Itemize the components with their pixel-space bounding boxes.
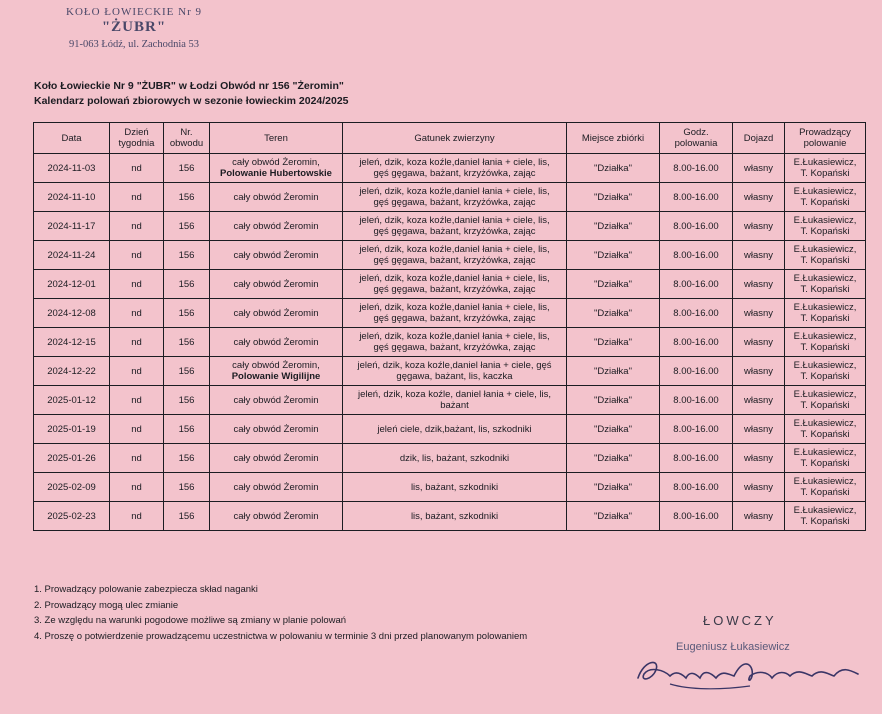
cell-meeting-place: "Działka" <box>567 241 660 270</box>
cell-date: 2024-12-22 <box>34 357 110 386</box>
cell-district: 156 <box>164 299 210 328</box>
header-area: Teren <box>210 123 343 154</box>
cell-weekday: nd <box>110 183 164 212</box>
cell-meeting-place: "Działka" <box>567 473 660 502</box>
cell-travel: własny <box>733 299 785 328</box>
cell-area: cały obwód Żeromin, Polowanie Hubertowskie <box>210 154 343 183</box>
header-species: Gatunek zwierzyny <box>343 123 567 154</box>
cell-meeting-place: "Działka" <box>567 270 660 299</box>
stamp-line-1: KOŁO ŁOWIECKIE Nr 9 <box>66 6 202 18</box>
cell-hours: 8.00-16.00 <box>660 241 733 270</box>
cell-weekday: nd <box>110 212 164 241</box>
cell-meeting-place: "Działka" <box>567 357 660 386</box>
cell-species: jeleń ciele, dzik,bażant, lis, szkodniki <box>343 415 567 444</box>
header-leaders: Prowadzący polowanie <box>785 123 866 154</box>
cell-weekday: nd <box>110 473 164 502</box>
cell-date: 2025-01-26 <box>34 444 110 473</box>
table-row <box>34 241 866 270</box>
cell-weekday: nd <box>110 386 164 415</box>
header-date: Data <box>34 123 110 154</box>
cell-species: jeleń, dzik, koza koźle,daniel łania + ciele, lis, gęś gęgawa, bażant, krzyżówka, zając <box>343 154 567 183</box>
cell-meeting-place: "Działka" <box>567 212 660 241</box>
cell-meeting-place: "Działka" <box>567 154 660 183</box>
header-meeting-place: Miejsce zbiórki <box>567 123 660 154</box>
cell-travel: własny <box>733 154 785 183</box>
cell-hours: 8.00-16.00 <box>660 299 733 328</box>
cell-date: 2025-01-12 <box>34 386 110 415</box>
cell-meeting-place: "Działka" <box>567 299 660 328</box>
cell-travel: własny <box>733 328 785 357</box>
note-item: 3. Ze względu na warunki pogodowe możliwe są zmiany w planie polowań <box>34 615 347 626</box>
cell-date: 2024-11-10 <box>34 183 110 212</box>
club-stamp <box>44 6 224 50</box>
table-row <box>34 183 866 212</box>
cell-hours: 8.00-16.00 <box>660 473 733 502</box>
cell-area: cały obwód Żeromin <box>210 502 343 531</box>
table-row <box>34 154 866 183</box>
cell-district: 156 <box>164 357 210 386</box>
cell-meeting-place: "Działka" <box>567 444 660 473</box>
header-district: Nr. obwodu <box>164 123 210 154</box>
cell-species: jeleń, dzik, koza koźle, daniel łania + ciele, lis, bażant <box>343 386 567 415</box>
notes-list <box>34 582 527 644</box>
hunt-calendar-table <box>33 122 866 531</box>
cell-travel: własny <box>733 183 785 212</box>
cell-meeting-place: "Działka" <box>567 415 660 444</box>
cell-area: cały obwód Żeromin, Polowanie Wigilijne <box>210 357 343 386</box>
cell-leaders: E.Łukasiewicz, T. Kopański <box>785 357 866 386</box>
cell-leaders: E.Łukasiewicz, T. Kopański <box>785 328 866 357</box>
cell-travel: własny <box>733 270 785 299</box>
cell-district: 156 <box>164 502 210 531</box>
cell-area: cały obwód Żeromin <box>210 241 343 270</box>
cell-leaders: E.Łukasiewicz, T. Kopański <box>785 270 866 299</box>
cell-district: 156 <box>164 415 210 444</box>
cell-district: 156 <box>164 154 210 183</box>
cell-hours: 8.00-16.00 <box>660 183 733 212</box>
cell-date: 2025-02-09 <box>34 473 110 502</box>
table-row <box>34 473 866 502</box>
cell-date: 2025-01-19 <box>34 415 110 444</box>
cell-hours: 8.00-16.00 <box>660 386 733 415</box>
cell-species: jeleń, dzik, koza koźle,daniel łania + ciele, lis, gęś gęgawa, bażant, krzyżówka, zając <box>343 183 567 212</box>
cell-date: 2025-02-23 <box>34 502 110 531</box>
cell-hours: 8.00-16.00 <box>660 212 733 241</box>
cell-district: 156 <box>164 473 210 502</box>
table-header-row <box>34 123 866 154</box>
name-stamp: Eugeniusz Łukasiewicz <box>676 641 790 653</box>
cell-hours: 8.00-16.00 <box>660 415 733 444</box>
cell-district: 156 <box>164 328 210 357</box>
cell-species: jeleń, dzik, koza koźle,daniel łania + ciele, gęś gęgawa, bażant, lis, kaczka <box>343 357 567 386</box>
cell-travel: własny <box>733 357 785 386</box>
cell-species: jeleń, dzik, koza koźle,daniel łania + ciele, lis, gęś gęgawa, bażant, krzyżówka, zając <box>343 328 567 357</box>
cell-hours: 8.00-16.00 <box>660 444 733 473</box>
header-travel: Dojazd <box>733 123 785 154</box>
table-row <box>34 212 866 241</box>
cell-species: lis, bażant, szkodniki <box>343 473 567 502</box>
table-row <box>34 386 866 415</box>
cell-meeting-place: "Działka" <box>567 183 660 212</box>
cell-leaders: E.Łukasiewicz, T. Kopański <box>785 386 866 415</box>
cell-leaders: E.Łukasiewicz, T. Kopański <box>785 415 866 444</box>
cell-area: cały obwód Żeromin <box>210 473 343 502</box>
cell-area: cały obwód Żeromin <box>210 386 343 415</box>
cell-species: lis, bażant, szkodniki <box>343 502 567 531</box>
cell-travel: własny <box>733 473 785 502</box>
cell-leaders: E.Łukasiewicz, T. Kopański <box>785 154 866 183</box>
cell-weekday: nd <box>110 154 164 183</box>
document-subtitle: Kalendarz polowań zbiorowych w sezonie łowieckim 2024/2025 <box>34 95 349 107</box>
cell-district: 156 <box>164 444 210 473</box>
cell-date: 2024-12-15 <box>34 328 110 357</box>
cell-weekday: nd <box>110 241 164 270</box>
cell-area: cały obwód Żeromin <box>210 415 343 444</box>
cell-leaders: E.Łukasiewicz, T. Kopański <box>785 473 866 502</box>
signatory-role: ŁOWCZY <box>703 613 777 628</box>
stamp-line-2: "ŻUBR" <box>101 19 167 35</box>
handwritten-signature <box>630 640 880 700</box>
note-item: 2. Prowadzący mogą ulec zmianie <box>34 599 179 611</box>
cell-district: 156 <box>164 270 210 299</box>
cell-hours: 8.00-16.00 <box>660 357 733 386</box>
table-row <box>34 270 866 299</box>
cell-district: 156 <box>164 386 210 415</box>
cell-travel: własny <box>733 444 785 473</box>
cell-hours: 8.00-16.00 <box>660 270 733 299</box>
table-row <box>34 299 866 328</box>
cell-district: 156 <box>164 183 210 212</box>
cell-district: 156 <box>164 241 210 270</box>
cell-area: cały obwód Żeromin <box>210 212 343 241</box>
cell-area: cały obwód Żeromin <box>210 270 343 299</box>
table-row <box>34 328 866 357</box>
cell-meeting-place: "Działka" <box>567 386 660 415</box>
note-item: 1. Prowadzący polowanie zabezpiecza skład naganki <box>34 584 258 595</box>
cell-leaders: E.Łukasiewicz, T. Kopański <box>785 183 866 212</box>
cell-hours: 8.00-16.00 <box>660 502 733 531</box>
document-title: Koło Łowieckie Nr 9 "ŻUBR" w Łodzi Obwód nr 156 "Żeromin" <box>34 80 344 92</box>
cell-weekday: nd <box>110 270 164 299</box>
header-weekday: Dzień tygodnia <box>110 123 164 154</box>
cell-weekday: nd <box>110 444 164 473</box>
cell-species: jeleń, dzik, koza koźle,daniel łania + ciele, lis, gęś gęgawa, bażant, krzyżówka, zając <box>343 270 567 299</box>
cell-date: 2024-12-08 <box>34 299 110 328</box>
cell-travel: własny <box>733 212 785 241</box>
cell-date: 2024-11-24 <box>34 241 110 270</box>
cell-date: 2024-11-03 <box>34 154 110 183</box>
cell-leaders: E.Łukasiewicz, T. Kopański <box>785 241 866 270</box>
cell-travel: własny <box>733 241 785 270</box>
table-row <box>34 502 866 531</box>
cell-area: cały obwód Żeromin <box>210 444 343 473</box>
stamp-address: 91-063 Łódź, ul. Zachodnia 53 <box>68 39 200 50</box>
table-row <box>34 415 866 444</box>
cell-weekday: nd <box>110 502 164 531</box>
cell-weekday: nd <box>110 299 164 328</box>
cell-area: cały obwód Żeromin <box>210 183 343 212</box>
cell-leaders: E.Łukasiewicz, T. Kopański <box>785 212 866 241</box>
header-hours: Godz. polowania <box>660 123 733 154</box>
cell-weekday: nd <box>110 328 164 357</box>
cell-species: dzik, lis, bażant, szkodniki <box>343 444 567 473</box>
cell-travel: własny <box>733 415 785 444</box>
cell-hours: 8.00-16.00 <box>660 328 733 357</box>
cell-meeting-place: "Działka" <box>567 502 660 531</box>
cell-weekday: nd <box>110 415 164 444</box>
table-row <box>34 357 866 386</box>
cell-area: cały obwód Żeromin <box>210 328 343 357</box>
cell-travel: własny <box>733 386 785 415</box>
cell-district: 156 <box>164 212 210 241</box>
cell-leaders: E.Łukasiewicz, T. Kopański <box>785 502 866 531</box>
document-heading <box>34 79 349 109</box>
cell-date: 2024-12-01 <box>34 270 110 299</box>
cell-species: jeleń, dzik, koza koźle,daniel łania + ciele, lis, gęś gęgawa, bażant, krzyżówka, zając <box>343 299 567 328</box>
cell-weekday: nd <box>110 357 164 386</box>
cell-area: cały obwód Żeromin <box>210 299 343 328</box>
cell-leaders: E.Łukasiewicz, T. Kopański <box>785 444 866 473</box>
cell-travel: własny <box>733 502 785 531</box>
table-row <box>34 444 866 473</box>
cell-leaders: E.Łukasiewicz, T. Kopański <box>785 299 866 328</box>
cell-species: jeleń, dzik, koza koźle,daniel łania + ciele, lis, gęś gęgawa, bażant, krzyżówka, zając <box>343 241 567 270</box>
cell-date: 2024-11-17 <box>34 212 110 241</box>
cell-species: jeleń, dzik, koza koźle,daniel łania + ciele, lis, gęś gęgawa, bażant, krzyżówka, zając <box>343 212 567 241</box>
cell-meeting-place: "Działka" <box>567 328 660 357</box>
cell-hours: 8.00-16.00 <box>660 154 733 183</box>
note-item: 4. Proszę o potwierdzenie prowadzącemu uczestnictwa w polowaniu w terminie 3 dni przed planowanym polowaniem <box>34 630 528 642</box>
